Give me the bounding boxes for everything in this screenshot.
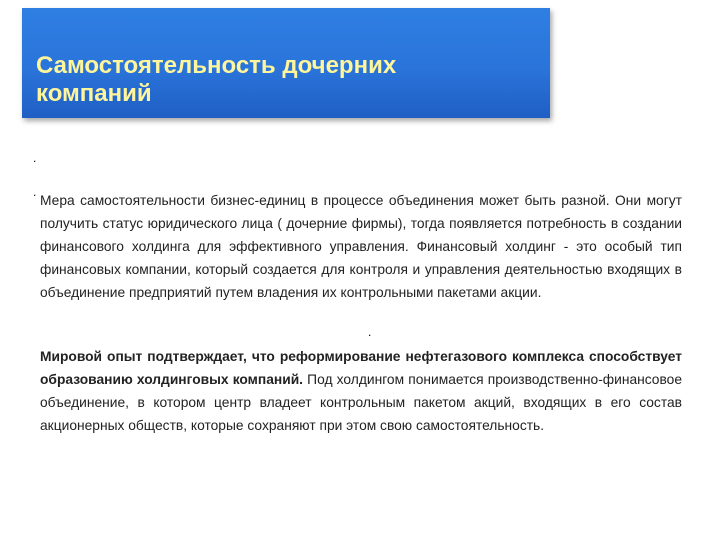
paragraph-2-bold: Мировой опыт подтверждает, что реформирование нефтегазового комплекса способствует образованию холдинговых компаний. xyxy=(40,349,682,387)
bullet-mark: . xyxy=(33,151,37,165)
bullet-mark: . xyxy=(33,185,37,199)
title-banner xyxy=(22,8,550,118)
slide-title-line1: Самостоятельность дочерних xyxy=(36,52,397,79)
bullet-mark: . xyxy=(368,325,372,339)
slide-title xyxy=(36,52,536,108)
paragraph-2-rest: Под холдингом понимается производственно-финансовое объединение, в котором центр владеет контрольным пакетом акций, входящих в его состав акционерных обществ, которые сохраняют при этом свою самостоятельность. xyxy=(40,372,683,433)
slide-title-line2: компаний xyxy=(36,80,152,107)
paragraph-1: Мера самостоятельности бизнес-единиц в процессе объединения может быть разной. Они могут получить статус юридического лица ( дочерние фирмы), тогда появляется потребность в создании финансового холдинга для эффективного управления. Финансовый холдинг - это особый тип финансовых компании, который создается для контроля и управления деятельностью входящих в объединение предприятий путем владения их контрольными пакетами акции. xyxy=(40,193,682,300)
paragraph-2 xyxy=(40,345,682,437)
